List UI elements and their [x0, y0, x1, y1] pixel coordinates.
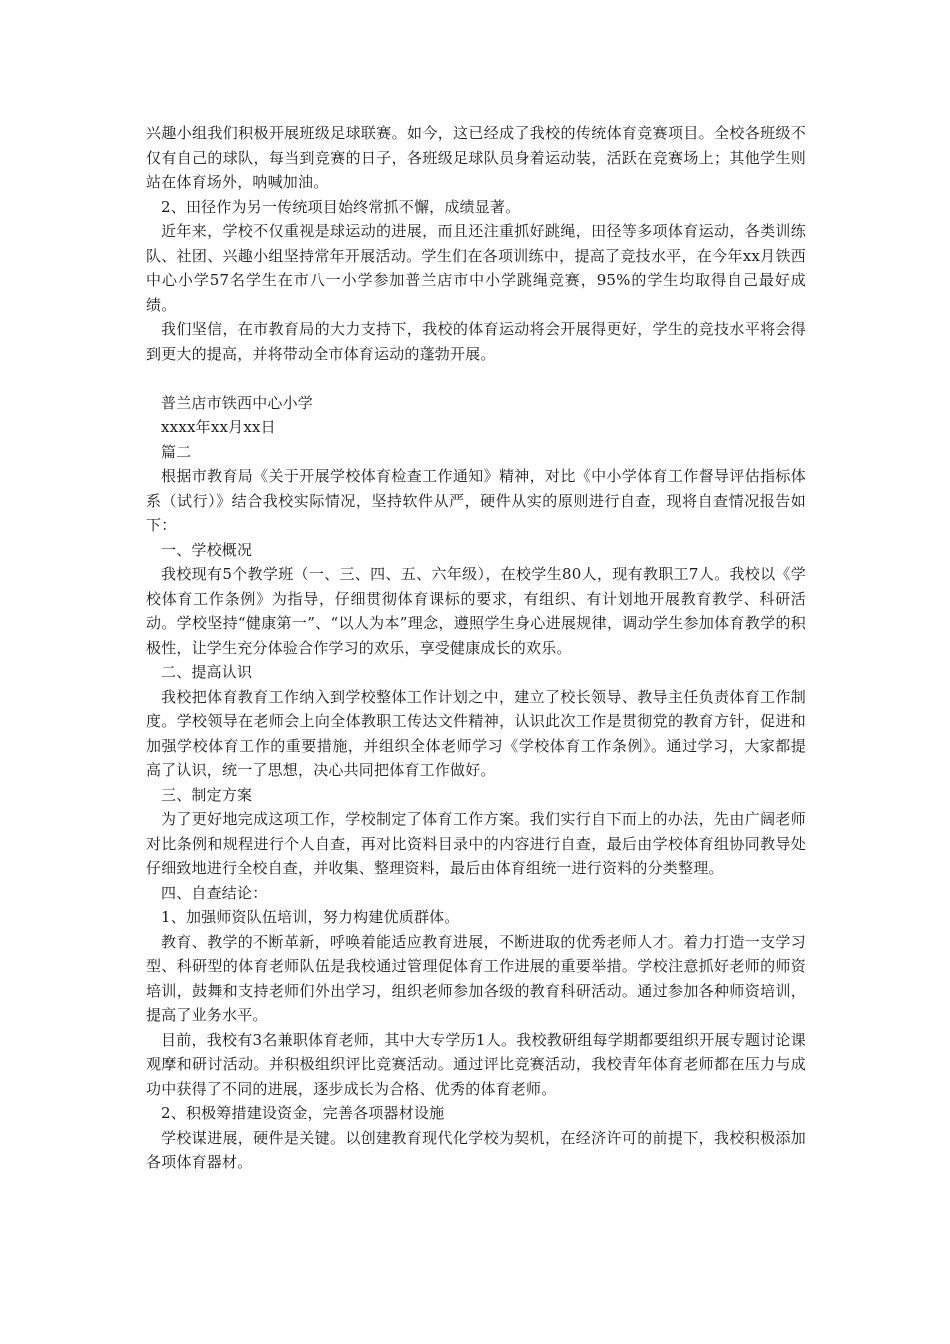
- signature-date: xxxx年xx月xx日: [161, 418, 276, 436]
- heading-teacher-training: 1、加强师资队伍培训，努力构建优质群体。: [161, 908, 460, 926]
- heading-funding: 2、积极筹措建设资金，完善各项器材设施: [161, 1104, 445, 1122]
- paragraph-make-plan: 为了更好地完成这项工作，学校制定了体育工作方案。我们实行自下而上的办法，先由广阔老师对比条例和规程进行个人自查，再对比资料目录中的内容进行自查，最后由学校体育组协同教导处仔细致地进行全校自查，并收集、整理资料，最后由体育组统一进行资料的分类整理。: [146, 810, 806, 877]
- paragraph-conviction: 我们坚信，在市教育局的大力支持下，我校的体育运动将会开展得更好，学生的竞技水平将会得到更大的提高，并将带动全市体育运动的蓬勃开展。: [146, 320, 806, 363]
- heading-self-check-conclusion: 四、自查结论：: [161, 883, 268, 902]
- paragraph-teacher-training: 教育、教学的不断革新，呼唤着能适应教育进展，不断进取的优秀老师人才。着力打造一支学习型、科研型的体育老师队伍是我校通过管理促体育工作进展的重要举措。学校注意抓好老师的师资培训，鼓舞和支持老师们外出学习，组织老师参加各级的教育科研活动。通过参加各种师资培训，提高了业务水平。: [146, 932, 806, 1024]
- paragraph-current-teachers: 目前，我校有3名兼职体育老师，其中大专学历1人。我校教研组每学期都要组织开展专题讨论课观摩和研讨活动。并积极组织评比竞赛活动。通过评比竞赛活动，我校青年体育老师都在压力与成功中获得了不同的进展，逐步成长为合格、优秀的体育老师。: [146, 1030, 806, 1098]
- paragraph-football-league: 兴趣小组我们积极开展班级足球联赛。如今，这已经成了我校的传统体育竞赛项目。全校各班级不仅有自己的球队，每当到竞赛的日子，各班级足球队员身着运动装，活跃在竞赛场上；其他学生则站在体育场外，呐喊加油。: [146, 124, 806, 191]
- paragraph-school-overview: 我校现有5个教学班（一、三、四、五、六年级），在校学生80人，现有教职工7人。我校以《学校体育工作条例》为指导，仔细贯彻体育课标的要求，有组织、有计划地开展教育教学、科研活动。学校坚持“健康第一”、“以人为本”理念，遵照学生身心进展规律，调动学生参加体育教学的积极性，让学生充分体验合作学习的欢乐，享受健康成长的欢乐。: [146, 565, 806, 657]
- paragraph-funding: 学校谋进展，硬件是关键。以创建教育现代化学校为契机，在经济许可的前提下，我校积极添加各项体育器材。: [146, 1128, 806, 1171]
- document-page: [146, 121, 806, 1175]
- heading-make-plan: 三、制定方案: [161, 785, 253, 804]
- signature-school: 普兰店市铁西中心小学: [161, 393, 314, 412]
- paragraph-raise-awareness: 我校把体育教育工作纳入到学校整体工作计划之中，建立了校长领导、教导主任负责体育工作制度。学校领导在老师会上向全体教职工传达文件精神，认识此次工作是贯彻党的教育方针，促进和加强学校体育工作的重要措施，并组织全体老师学习《学校体育工作条例》。通过学习，大家都提高了认识，统一了思想，决心共同把体育工作做好。: [146, 687, 806, 779]
- paragraph-intro: 根据市教育局《关于开展学校体育检查工作通知》精神，对比《中小学体育工作督导评估指标体系（试行）》结合我校实际情况，坚持软件从严，硬件从实的原则进行自查，现将自查情况报告如下：: [146, 467, 806, 534]
- heading-school-overview: 一、学校概况: [161, 540, 253, 559]
- paragraph-track-heading: 2、田径作为另一传统项目始终常抓不懈，成绩显著。: [161, 197, 521, 216]
- section-label: 篇二: [161, 442, 192, 461]
- heading-raise-awareness: 二、提高认识: [161, 663, 253, 681]
- paragraph-recent-years: 近年来，学校不仅重视是球运动的进展，而且还注重抓好跳绳，田径等多项体育运动，各类训练队、社团、兴趣小组坚持常年开展活动。学生们在各项训练中，提高了竞技水平，在今年xx月铁西中心小学57名学生在市八一小学参加普兰店市中小学跳绳竞赛，95%的学生均取得自己最好成绩。: [146, 222, 806, 314]
- blank-line: [146, 366, 806, 391]
